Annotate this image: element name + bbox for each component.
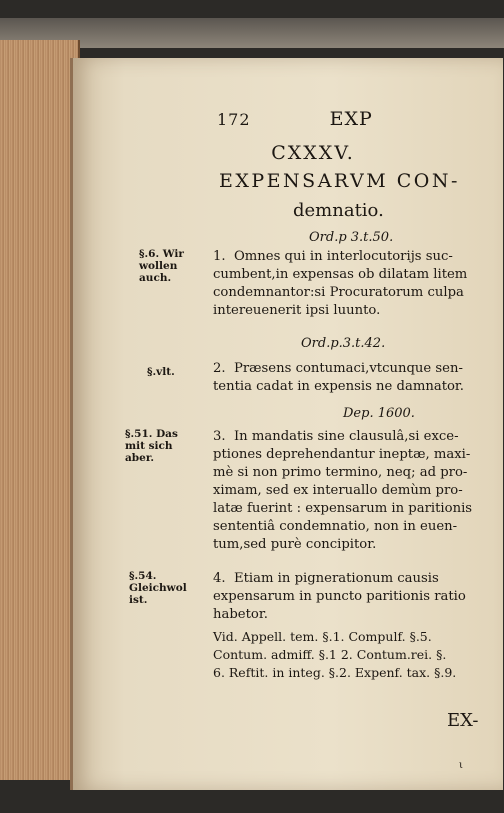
section-number: CXXXV.: [271, 142, 355, 164]
ordinance-reference: Ord.p 3.t.50.: [309, 230, 394, 245]
book-page: [70, 58, 503, 790]
paragraph-2: 2. Præsens contumaci,vtcunque sen- tentia cadat in expensis ne damnator.: [213, 361, 464, 394]
margin-note: §.vlt.: [147, 366, 175, 378]
section-title-line1: EXPENSARVM CON-: [219, 170, 460, 192]
section-title-line2: demnatio.: [293, 200, 384, 221]
margin-note: §.54. Gleichwol ist.: [129, 570, 187, 606]
page-number: 172: [217, 110, 251, 129]
cross-references: Vid. Appell. tem. §.1. Compulf. §.5. Contum. admiff. §.1 2. Contum.rei. §. 6. Reftit. in integ. §.2. Expenf. tax. §.9.: [213, 629, 457, 680]
margin-note: §.51. Das mit sich aber.: [125, 428, 178, 464]
signature-mark: ι: [459, 760, 463, 771]
catchword: EX-: [447, 710, 479, 731]
paragraph-3: 3. In mandatis sine clausulâ,si exce- ptiones deprehendantur ineptæ, maxi- mè si non primo termino, neq; ad pro- ximam, sed ex interuallo demùm pro- latæ fuerint : expensarum in paritionis sententiâ condemnatio, non in euen- tum,sed purè concipitor.: [213, 429, 473, 552]
paragraph-4: 4. Etiam in pignerationum causis expensarum in puncto paritionis ratio habetor.: [213, 571, 466, 622]
running-title: EXP: [329, 108, 373, 130]
book-page-edges: [0, 40, 80, 780]
ordinance-reference: Ord.p.3.t.42.: [301, 336, 386, 351]
paragraph-1: 1. Omnes qui in interlocutorijs suc- cumbent,in expensas ob dilatam litem condemnantor:si Procuratorum culpa intereuenerit ipsi luunto.: [213, 249, 468, 318]
running-header: [217, 108, 373, 130]
margin-note: §.6. Wir wollen auch.: [139, 248, 184, 284]
date-reference: Dep. 1600.: [343, 406, 415, 421]
